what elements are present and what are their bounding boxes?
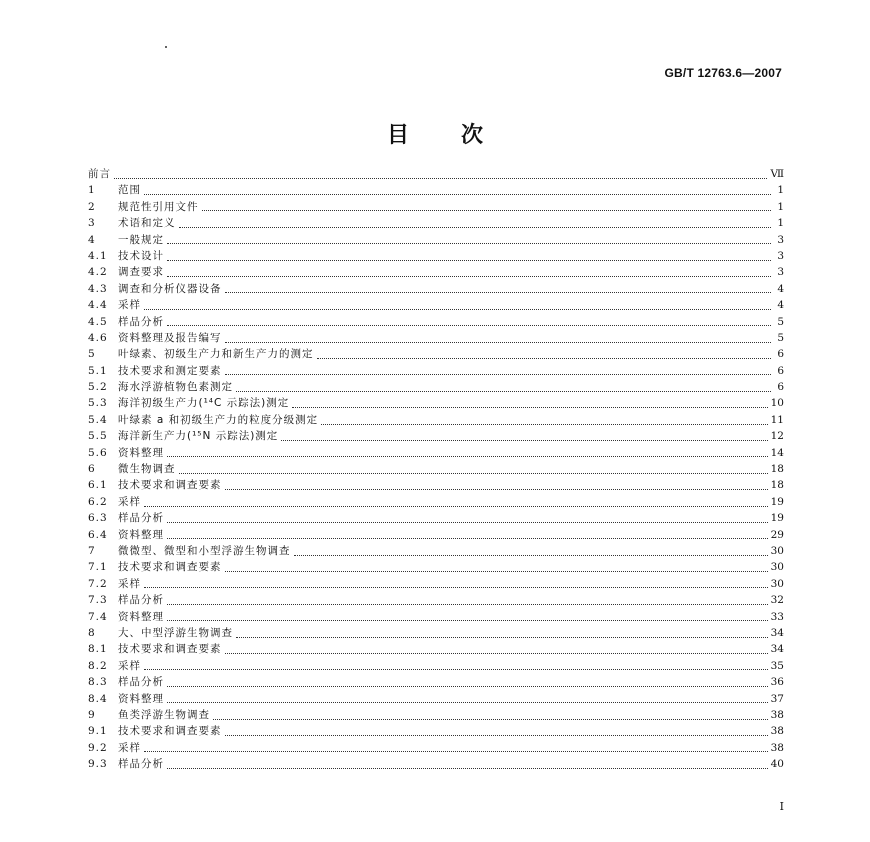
toc-entry[interactable] xyxy=(88,428,784,444)
toc-entry-label: 样品分析 xyxy=(118,594,164,607)
toc-entry-label: 资料整理 xyxy=(118,610,164,623)
toc-entry-number: 5.2 xyxy=(88,381,108,394)
toc-entry-label: 范围 xyxy=(118,184,141,197)
toc-entry[interactable] xyxy=(88,445,784,461)
toc-entry[interactable] xyxy=(88,641,784,657)
footer-page-number: I xyxy=(779,800,784,813)
toc-entry-label: 鱼类浮游生物调查 xyxy=(118,708,210,721)
dot-leader xyxy=(167,528,768,539)
toc-entry[interactable] xyxy=(88,477,784,493)
toc-entry-label: 样品分析 xyxy=(118,758,164,771)
toc-entry-page: 36 xyxy=(770,676,784,689)
toc-entry-page: Ⅶ xyxy=(770,168,784,180)
toc-entry-page: 19 xyxy=(770,495,784,508)
toc-entry-page: 40 xyxy=(770,758,784,771)
dot-leader xyxy=(144,299,771,310)
standard-code: GB/T 12763.6—2007 xyxy=(664,66,782,80)
dot-leader xyxy=(281,430,767,441)
toc-entry-number: 9.1 xyxy=(88,725,108,738)
toc-entry-label: 调查要求 xyxy=(118,266,164,279)
toc-entry[interactable] xyxy=(88,330,784,346)
toc-entry[interactable] xyxy=(88,363,784,379)
toc-entry[interactable] xyxy=(88,232,784,248)
table-of-contents xyxy=(88,166,784,772)
toc-entry-number: 8.3 xyxy=(88,676,108,689)
toc-entry-number: 5.1 xyxy=(88,364,108,377)
toc-entry-label: 大、中型浮游生物调查 xyxy=(118,626,233,639)
toc-entry[interactable] xyxy=(88,248,784,264)
dot-leader xyxy=(202,200,772,211)
toc-entry-page: 4 xyxy=(777,282,784,295)
toc-entry-label: 技术要求和调查要素 xyxy=(118,643,222,656)
toc-entry-page: 34 xyxy=(770,626,784,639)
toc-entry[interactable] xyxy=(88,543,784,559)
toc-entry-label: 采样 xyxy=(118,659,141,672)
toc-entry-number: 5 xyxy=(88,348,96,361)
toc-entry-number: 4.1 xyxy=(88,249,108,262)
toc-entry-page: 5 xyxy=(777,315,784,328)
toc-entry-number: 6.2 xyxy=(88,495,108,508)
dot-leader xyxy=(236,627,768,638)
toc-entry-page: 3 xyxy=(777,249,784,262)
toc-entry-page: 30 xyxy=(770,561,784,574)
dot-leader xyxy=(167,610,768,621)
toc-entry[interactable] xyxy=(88,691,784,707)
dot-leader xyxy=(225,364,772,375)
toc-entry-label: 海洋初级生产力(¹⁴C 示踪法)测定 xyxy=(118,397,290,410)
toc-entry-page: 37 xyxy=(770,692,784,705)
page-title: 目次 xyxy=(386,123,535,148)
toc-entry-page: 30 xyxy=(770,577,784,590)
dot-leader xyxy=(321,414,768,425)
toc-entry-page: 10 xyxy=(770,397,784,410)
dot-leader xyxy=(167,446,768,457)
toc-entry[interactable] xyxy=(88,346,784,362)
dot-leader xyxy=(225,643,768,654)
toc-entry-label: 样品分析 xyxy=(118,676,164,689)
toc-entry-page: 38 xyxy=(770,725,784,738)
toc-entry[interactable] xyxy=(88,707,784,723)
toc-entry[interactable] xyxy=(88,559,784,575)
toc-entry-label: 规范性引用文件 xyxy=(118,200,199,213)
toc-entry[interactable] xyxy=(88,395,784,411)
dot-leader xyxy=(167,758,768,769)
toc-entry-page: 14 xyxy=(770,446,784,459)
dot-leader xyxy=(179,463,768,474)
toc-entry-number: 9 xyxy=(88,708,96,721)
toc-entry-number: 6.3 xyxy=(88,512,108,525)
toc-entry-number: 5.3 xyxy=(88,397,108,410)
toc-entry-page: 38 xyxy=(770,741,784,754)
toc-entry-label: 样品分析 xyxy=(118,315,164,328)
dot-leader xyxy=(294,545,768,556)
toc-entry-number: 5.5 xyxy=(88,430,108,443)
toc-entry-number: 4.5 xyxy=(88,315,108,328)
dot-leader xyxy=(114,168,767,179)
toc-entry[interactable] xyxy=(88,527,784,543)
dot-leader xyxy=(167,315,771,326)
dot-leader xyxy=(213,709,768,720)
dot-leader xyxy=(144,184,771,195)
toc-entry-page: 32 xyxy=(770,594,784,607)
toc-entry-number: 8.4 xyxy=(88,692,108,705)
toc-entry-number: 8.1 xyxy=(88,643,108,656)
dot-leader xyxy=(225,332,772,343)
toc-entry[interactable] xyxy=(88,625,784,641)
toc-entry-page: 6 xyxy=(777,348,784,361)
toc-entry-page: 19 xyxy=(770,512,784,525)
toc-entry-number: 8.2 xyxy=(88,659,108,672)
dot-leader xyxy=(179,217,772,228)
toc-entry-label: 采样 xyxy=(118,741,141,754)
toc-entry[interactable] xyxy=(88,297,784,313)
toc-entry-number: 7 xyxy=(88,544,96,557)
toc-entry[interactable] xyxy=(88,182,784,198)
toc-entry-label: 海洋新生产力(¹⁵N 示踪法)测定 xyxy=(118,430,279,443)
toc-entry-label: 资料整理 xyxy=(118,446,164,459)
toc-entry[interactable] xyxy=(88,166,784,182)
toc-entry-label: 微生物调查 xyxy=(118,463,176,476)
toc-entry-label: 微微型、微型和小型浮游生物调查 xyxy=(118,544,291,557)
dot-leader xyxy=(167,594,768,605)
toc-entry-number: 8 xyxy=(88,626,96,639)
toc-entry-label: 采样 xyxy=(118,495,141,508)
dot-leader xyxy=(167,512,768,523)
toc-entry-page: 18 xyxy=(770,463,784,476)
dot-leader xyxy=(236,381,771,392)
toc-entry-label: 调查和分析仪器设备 xyxy=(118,282,222,295)
toc-entry-number: 5.6 xyxy=(88,446,108,459)
dot-leader xyxy=(292,397,767,408)
toc-entry-number: 7.4 xyxy=(88,610,108,623)
toc-entry[interactable] xyxy=(88,740,784,756)
toc-entry[interactable] xyxy=(88,379,784,395)
toc-entry-number: 9.3 xyxy=(88,758,108,771)
toc-entry[interactable] xyxy=(88,658,784,674)
toc-entry-number: 7.2 xyxy=(88,577,108,590)
toc-entry-number: 4.4 xyxy=(88,299,108,312)
dot-leader xyxy=(167,676,768,687)
toc-entry-number: 5.4 xyxy=(88,413,108,426)
toc-entry[interactable] xyxy=(88,461,784,477)
dot-leader xyxy=(225,282,772,293)
toc-entry-page: 3 xyxy=(777,233,784,246)
toc-entry-page: 1 xyxy=(777,217,784,230)
toc-entry-page: 35 xyxy=(770,659,784,672)
dot-leader xyxy=(167,266,771,277)
toc-entry-page: 29 xyxy=(770,528,784,541)
toc-entry-number: 6 xyxy=(88,463,96,476)
dot-leader xyxy=(144,659,768,670)
toc-entry-page: 5 xyxy=(777,331,784,344)
dot-leader xyxy=(167,250,771,261)
toc-entry-number: 6.1 xyxy=(88,479,108,492)
toc-entry-page: 1 xyxy=(777,184,784,197)
dot-leader xyxy=(225,561,768,572)
toc-entry-label: 资料整理及报告编写 xyxy=(118,331,222,344)
toc-entry-label: 技术设计 xyxy=(118,249,164,262)
toc-entry-label: 技术要求和调查要素 xyxy=(118,479,222,492)
toc-entry-number: 4.3 xyxy=(88,282,108,295)
toc-entry-page: 11 xyxy=(770,413,784,426)
toc-entry[interactable] xyxy=(88,281,784,297)
toc-entry-label: 资料整理 xyxy=(118,528,164,541)
toc-entry-number: 6.4 xyxy=(88,528,108,541)
dot-leader xyxy=(144,577,768,588)
dot-leader xyxy=(167,692,768,703)
toc-entry[interactable] xyxy=(88,412,784,428)
toc-entry-page: 30 xyxy=(770,544,784,557)
dot-leader xyxy=(144,496,768,507)
toc-entry[interactable] xyxy=(88,592,784,608)
toc-entry-page: 38 xyxy=(770,708,784,721)
scan-speck xyxy=(165,46,167,48)
dot-leader xyxy=(225,725,768,736)
toc-entry-label: 术语和定义 xyxy=(118,217,176,230)
toc-entry-page: 1 xyxy=(777,200,784,213)
toc-entry-number: 7.3 xyxy=(88,594,108,607)
toc-entry[interactable] xyxy=(88,199,784,215)
toc-entry-number: 4.2 xyxy=(88,266,108,279)
dot-leader xyxy=(225,479,768,490)
dot-leader xyxy=(167,233,771,244)
toc-entry-number: 9.2 xyxy=(88,741,108,754)
toc-entry-number: 7.1 xyxy=(88,561,108,574)
toc-entry[interactable] xyxy=(88,264,784,280)
toc-entry-label: 样品分析 xyxy=(118,512,164,525)
toc-entry-page: 6 xyxy=(777,381,784,394)
dot-leader xyxy=(144,741,768,752)
toc-entry-number: 3 xyxy=(88,217,96,230)
toc-entry-label: 采样 xyxy=(118,299,141,312)
toc-entry[interactable] xyxy=(88,723,784,739)
toc-entry[interactable] xyxy=(88,494,784,510)
toc-entry-page: 12 xyxy=(770,430,784,443)
toc-entry-label: 技术要求和调查要素 xyxy=(118,725,222,738)
toc-entry-label: 技术要求和调查要素 xyxy=(118,561,222,574)
toc-entry-page: 4 xyxy=(777,299,784,312)
toc-entry-label: 叶绿素 a 和初级生产力的粒度分级测定 xyxy=(118,413,319,426)
toc-entry-label: 叶绿素、初级生产力和新生产力的测定 xyxy=(118,348,314,361)
toc-entry-label: 前言 xyxy=(88,168,111,180)
toc-entry-label: 一般规定 xyxy=(118,233,164,246)
toc-entry-label: 采样 xyxy=(118,577,141,590)
toc-entry-page: 18 xyxy=(770,479,784,492)
toc-entry-page: 3 xyxy=(777,266,784,279)
toc-entry-label: 海水浮游植物色素测定 xyxy=(118,381,233,394)
toc-entry-page: 34 xyxy=(770,643,784,656)
toc-entry[interactable] xyxy=(88,576,784,592)
toc-entry[interactable] xyxy=(88,674,784,690)
toc-entry-label: 技术要求和测定要素 xyxy=(118,364,222,377)
toc-entry-label: 资料整理 xyxy=(118,692,164,705)
toc-entry-number: 1 xyxy=(88,184,96,197)
toc-entry-page: 33 xyxy=(770,610,784,623)
toc-entry[interactable] xyxy=(88,756,784,772)
toc-entry[interactable] xyxy=(88,314,784,330)
toc-entry-number: 4 xyxy=(88,233,96,246)
toc-entry[interactable] xyxy=(88,215,784,231)
toc-entry[interactable] xyxy=(88,609,784,625)
toc-entry-page: 6 xyxy=(777,364,784,377)
toc-entry-number: 4.6 xyxy=(88,331,108,344)
toc-entry-number: 2 xyxy=(88,200,96,213)
toc-entry[interactable] xyxy=(88,510,784,526)
dot-leader xyxy=(317,348,772,359)
